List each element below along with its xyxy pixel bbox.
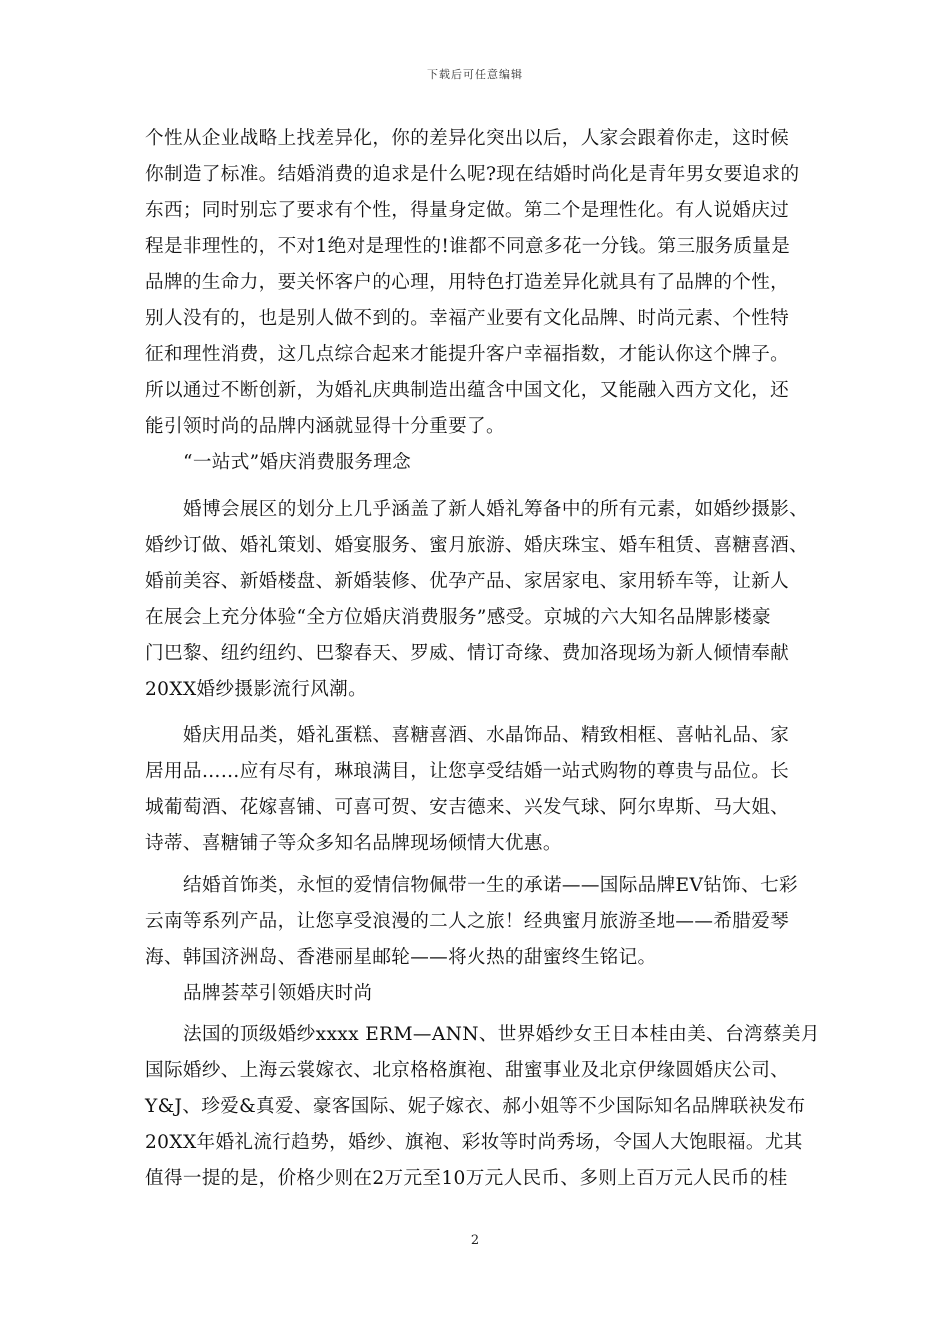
page-number: 2 [470,1233,480,1248]
text-line: 征和理性消费，这几点综合起来才能提升客户幸福指数，才能认你这个牌子。 [145,344,790,365]
text-line: 云南等系列产品，让您享受浪漫的二人之旅！经典蜜月旅游圣地——希腊爱琴 [145,911,790,932]
text-line: 值得一提的是，价格少则在2万元至10万元人民币、多则上百万元人民币的桂 [145,1168,788,1189]
text-line: 20XX年婚礼流行趋势，婚纱、旗袍、彩妆等时尚秀场，令国人大饱眼福。尤其 [145,1132,803,1153]
section-heading: 品牌荟萃引领婚庆时尚 [183,983,373,1004]
text-line: 你制造了标准。结婚消费的追求是什么呢?现在结婚时尚化是青年男女要追求的 [145,164,800,185]
text-line: 国际婚纱、上海云裳嫁衣、北京格格旗袍、甜蜜事业及北京伊缘圆婚庆公司、 [145,1060,790,1081]
text-line: 结婚首饰类，永恒的爱情信物佩带一生的承诺——国际品牌EV钻饰、七彩 [183,875,798,896]
text-line: Y&J、珍爱&真爱、豪客国际、妮子嫁衣、郝小姐等不少国际知名品牌联袂发布 [145,1096,806,1117]
text-line: 婚博会展区的划分上几乎涵盖了新人婚礼筹备中的所有元素，如婚纱摄影、 [183,499,809,520]
page-header: 下载后可任意编辑 [427,68,523,81]
text-line: 20XX婚纱摄影流行风潮。 [145,679,368,700]
text-line: 品牌的生命力，要关怀客户的心理，用特色打造差异化就具有了品牌的个性， [145,272,790,293]
text-line: 在展会上充分体验“全方位婚庆消费服务”感受。京城的六大知名品牌影楼豪 [145,607,771,628]
text-line: 海、韩国济洲岛、香港丽星邮轮——将火热的甜蜜终生铭记。 [145,947,657,968]
text-line: 门巴黎、纽约纽约、巴黎春天、罗威、情订奇缘、费加洛现场为新人倾情奉献 [145,643,790,664]
text-line: 别人没有的，也是别人做不到的。幸福产业要有文化品牌、时尚元素、个性特 [145,308,790,329]
text-line: 婚庆用品类，婚礼蛋糕、喜糖喜酒、水晶饰品、精致相框、喜帖礼品、家 [183,725,790,746]
text-line: 诗蒂、喜糖铺子等众多知名品牌现场倾情大优惠。 [145,833,562,854]
text-line: 婚前美容、新婚楼盘、新婚装修、优孕产品、家居家电、家用轿车等，让新人 [145,571,790,592]
text-line: 所以通过不断创新，为婚礼庆典制造出蕴含中国文化，又能融入西方文化，还 [145,380,790,401]
text-line: 东西；同时别忘了要求有个性，得量身定做。第二个是理性化。有人说婚庆过 [145,200,790,221]
text-line: 能引领时尚的品牌内涵就显得十分重要了。 [145,416,505,437]
text-line: 程是非理性的，不对1绝对是理性的!谁都不同意多花一分钱。第三服务质量是 [145,236,791,257]
text-line: 居用品……应有尽有，琳琅满目，让您享受结婚一站式购物的尊贵与品位。长 [145,761,790,782]
text-line: 城葡萄酒、花嫁喜铺、可喜可贺、安吉德来、兴发气球、阿尔卑斯、马大姐、 [145,797,790,818]
text-line: 婚纱订做、婚礼策划、婚宴服务、蜜月旅游、婚庆珠宝、婚车租赁、喜糖喜酒、 [145,535,809,556]
text-line: 个性从企业战略上找差异化，你的差异化突出以后，人家会跟着你走，这时候 [145,128,790,149]
text-line: 法国的顶级婚纱xxxx ERM—ANN、世界婚纱女王日本桂由美、台湾蔡美月 [183,1024,820,1045]
section-heading: “一站式”婚庆消费服务理念 [183,452,412,473]
